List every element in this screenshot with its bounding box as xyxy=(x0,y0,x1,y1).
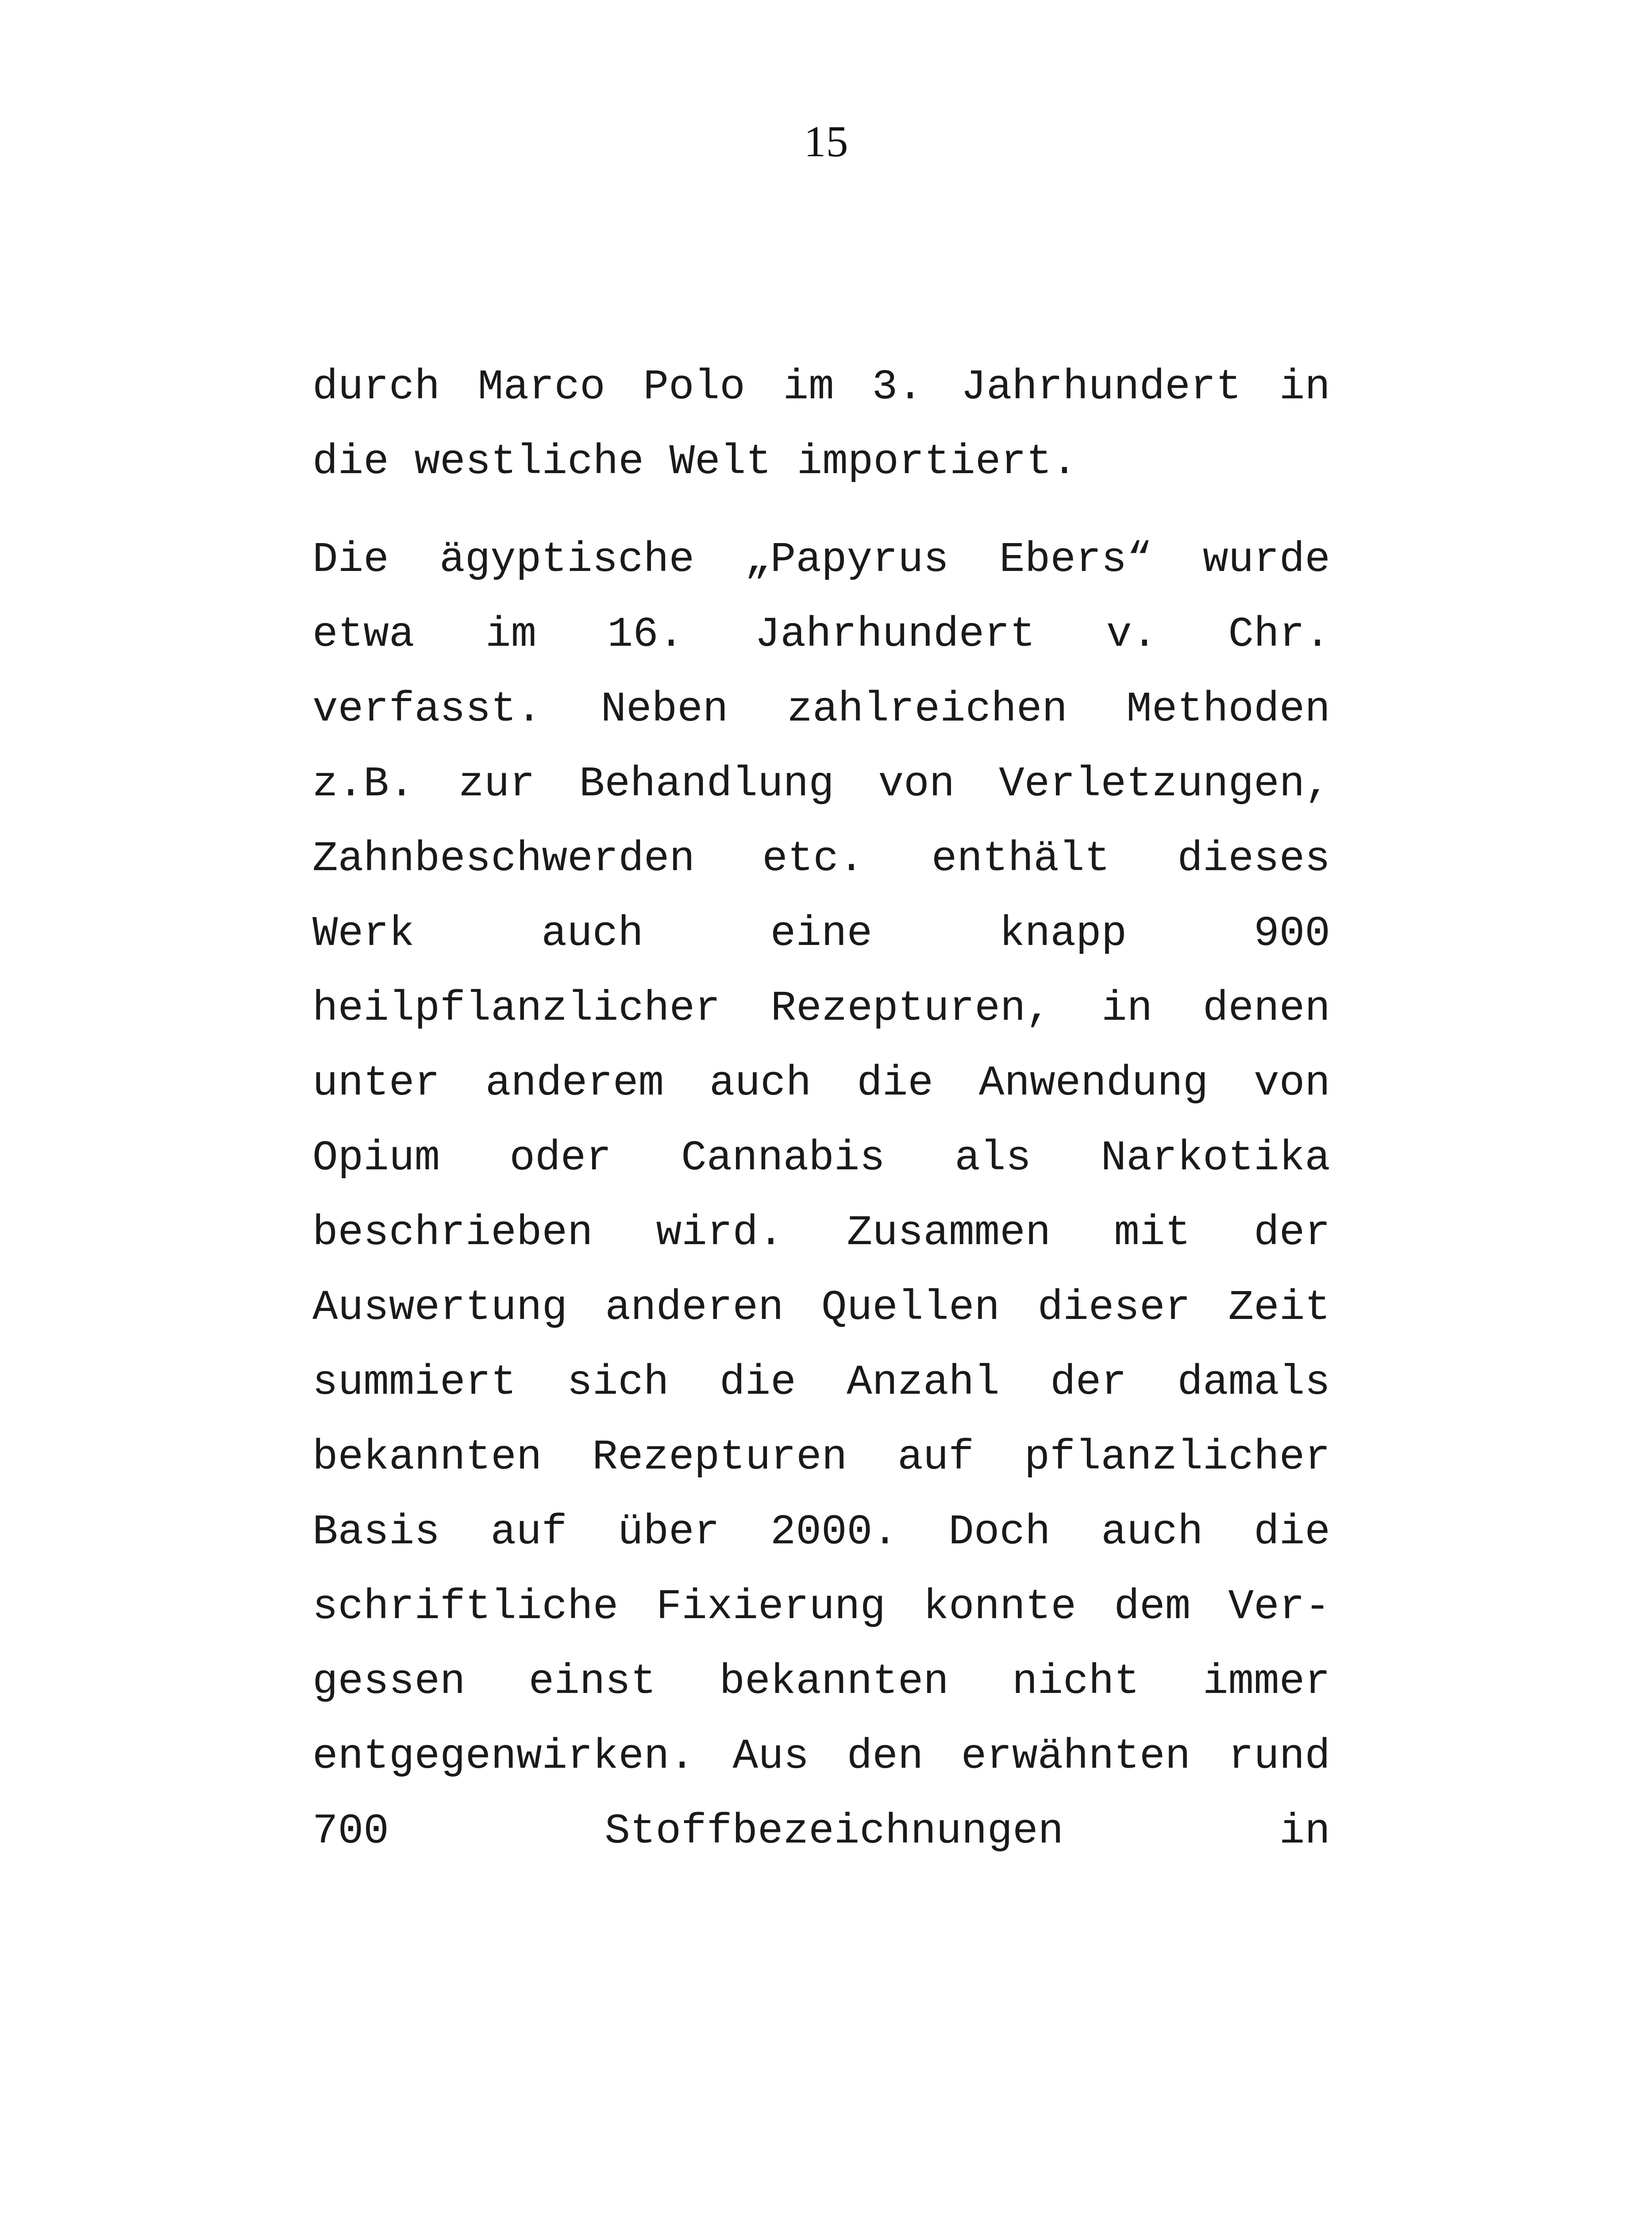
word: bekannten xyxy=(719,1658,949,1706)
paragraph-1 xyxy=(312,350,1330,499)
word: Ebers“ xyxy=(999,536,1152,584)
word: 3. xyxy=(872,363,923,411)
word: Die xyxy=(312,536,389,584)
word: knapp xyxy=(999,910,1127,958)
word: pflanzlicher xyxy=(1024,1433,1330,1481)
word: die westliche Welt importiert. xyxy=(312,438,1078,486)
text-line xyxy=(312,597,1330,672)
word: auch xyxy=(709,1059,812,1107)
word: Werk xyxy=(312,910,415,958)
word: den xyxy=(847,1732,924,1781)
word: verfasst. xyxy=(312,685,542,733)
text-line xyxy=(312,896,1330,971)
word: nicht xyxy=(1012,1658,1140,1706)
text-line xyxy=(312,1121,1330,1195)
word: auf xyxy=(897,1433,974,1481)
text-line xyxy=(312,424,1330,499)
word: anderen xyxy=(605,1284,784,1332)
word: Quellen xyxy=(821,1284,1000,1332)
word: auch xyxy=(541,910,643,958)
word: bekannten xyxy=(312,1433,542,1481)
word: „Papyrus xyxy=(745,536,949,584)
word: Rezepturen, xyxy=(770,984,1051,1033)
text-line xyxy=(312,1345,1330,1420)
word: mit xyxy=(1114,1209,1191,1257)
word: Zahnbeschwerden xyxy=(312,835,695,883)
word: schriftliche xyxy=(312,1583,619,1631)
word: erwähnten xyxy=(961,1732,1191,1781)
word: Chr. xyxy=(1228,610,1330,659)
text-line xyxy=(312,672,1330,747)
word: Cannabis xyxy=(681,1134,886,1182)
word: immer xyxy=(1202,1658,1330,1706)
word: zur xyxy=(458,760,535,808)
word: ägyptische xyxy=(439,536,695,584)
word: Zusammen xyxy=(847,1209,1051,1257)
word: entgegenwirken. xyxy=(312,1732,695,1781)
text-line xyxy=(312,1794,1330,1869)
word: anderem xyxy=(485,1059,664,1107)
word: wird. xyxy=(656,1209,784,1257)
word: 700 xyxy=(312,1807,389,1855)
word: auch xyxy=(1101,1508,1203,1556)
word: eine xyxy=(770,910,873,958)
word: Fixierung xyxy=(656,1583,886,1631)
text-line xyxy=(312,1644,1330,1719)
text-line xyxy=(312,1719,1330,1794)
word: Opium xyxy=(312,1134,440,1182)
text-line xyxy=(312,522,1330,597)
word: die xyxy=(1254,1508,1330,1556)
word: der xyxy=(1050,1358,1127,1407)
text-line xyxy=(312,1420,1330,1495)
word: in xyxy=(1279,363,1330,411)
word: Rezepturen xyxy=(592,1433,847,1481)
word: konnte xyxy=(923,1583,1077,1631)
word: dem xyxy=(1114,1583,1191,1631)
word: v. xyxy=(1106,610,1158,659)
word: Verletzungen, xyxy=(999,760,1330,808)
word: einst xyxy=(528,1658,656,1706)
word: sich xyxy=(567,1358,669,1407)
word: im xyxy=(485,610,537,659)
word: auf xyxy=(490,1508,567,1556)
word: unter xyxy=(312,1059,440,1107)
word: Anzahl xyxy=(847,1358,1000,1407)
word: Aus xyxy=(732,1732,809,1781)
word: Polo xyxy=(643,363,745,411)
word: in xyxy=(1279,1807,1330,1855)
text-line xyxy=(312,350,1330,424)
word: Zeit xyxy=(1228,1284,1330,1332)
word: Jahrhundert xyxy=(961,363,1242,411)
text-line xyxy=(312,971,1330,1046)
word: Ver- xyxy=(1228,1583,1330,1631)
text-line xyxy=(312,747,1330,821)
word: die xyxy=(720,1358,796,1407)
word: in xyxy=(1101,984,1153,1033)
word: Auswertung xyxy=(312,1284,568,1332)
word: Basis xyxy=(312,1508,440,1556)
word: damals xyxy=(1177,1358,1330,1407)
word: 900 xyxy=(1254,910,1330,958)
word: dieser xyxy=(1037,1284,1191,1332)
word: im xyxy=(783,363,834,411)
word: 2000. xyxy=(770,1508,898,1556)
word: als xyxy=(955,1134,1032,1182)
word: Narkotika xyxy=(1101,1134,1330,1182)
word: heilpflanzlicher xyxy=(312,984,720,1033)
word: beschrieben xyxy=(312,1209,593,1257)
word: durch xyxy=(312,363,440,411)
word: Methoden xyxy=(1126,685,1330,733)
word: etc. xyxy=(762,835,864,883)
word: Stoffbezeichnungen xyxy=(605,1807,1064,1855)
word: die xyxy=(857,1059,934,1107)
word: der xyxy=(1254,1209,1330,1257)
word: von xyxy=(878,760,955,808)
word: Doch xyxy=(948,1508,1051,1556)
word: gessen xyxy=(312,1658,466,1706)
word: Behandlung xyxy=(579,760,834,808)
word: Jahrhundert xyxy=(755,610,1036,659)
word: summiert xyxy=(312,1358,516,1407)
word: z.B. xyxy=(312,760,415,808)
word: enthält xyxy=(931,835,1110,883)
word: über xyxy=(617,1508,720,1556)
text-line xyxy=(312,1569,1330,1644)
word: Neben xyxy=(601,685,728,733)
paragraph-2 xyxy=(312,522,1330,1869)
word: zahlreichen xyxy=(787,685,1068,733)
word: 16. xyxy=(607,610,684,659)
text-line xyxy=(312,1495,1330,1569)
word: Anwendung xyxy=(978,1059,1209,1107)
word: Marco xyxy=(478,363,605,411)
text-line xyxy=(312,821,1330,896)
word: wurde xyxy=(1202,536,1330,584)
text-line xyxy=(312,1046,1330,1121)
word: denen xyxy=(1202,984,1330,1033)
word: etwa xyxy=(312,610,415,659)
word: von xyxy=(1254,1059,1330,1107)
text-line xyxy=(312,1270,1330,1345)
page-number: 15 xyxy=(804,117,848,166)
word: rund xyxy=(1228,1732,1330,1781)
word: dieses xyxy=(1177,835,1330,883)
word: oder xyxy=(509,1134,612,1182)
text-line xyxy=(312,1195,1330,1270)
